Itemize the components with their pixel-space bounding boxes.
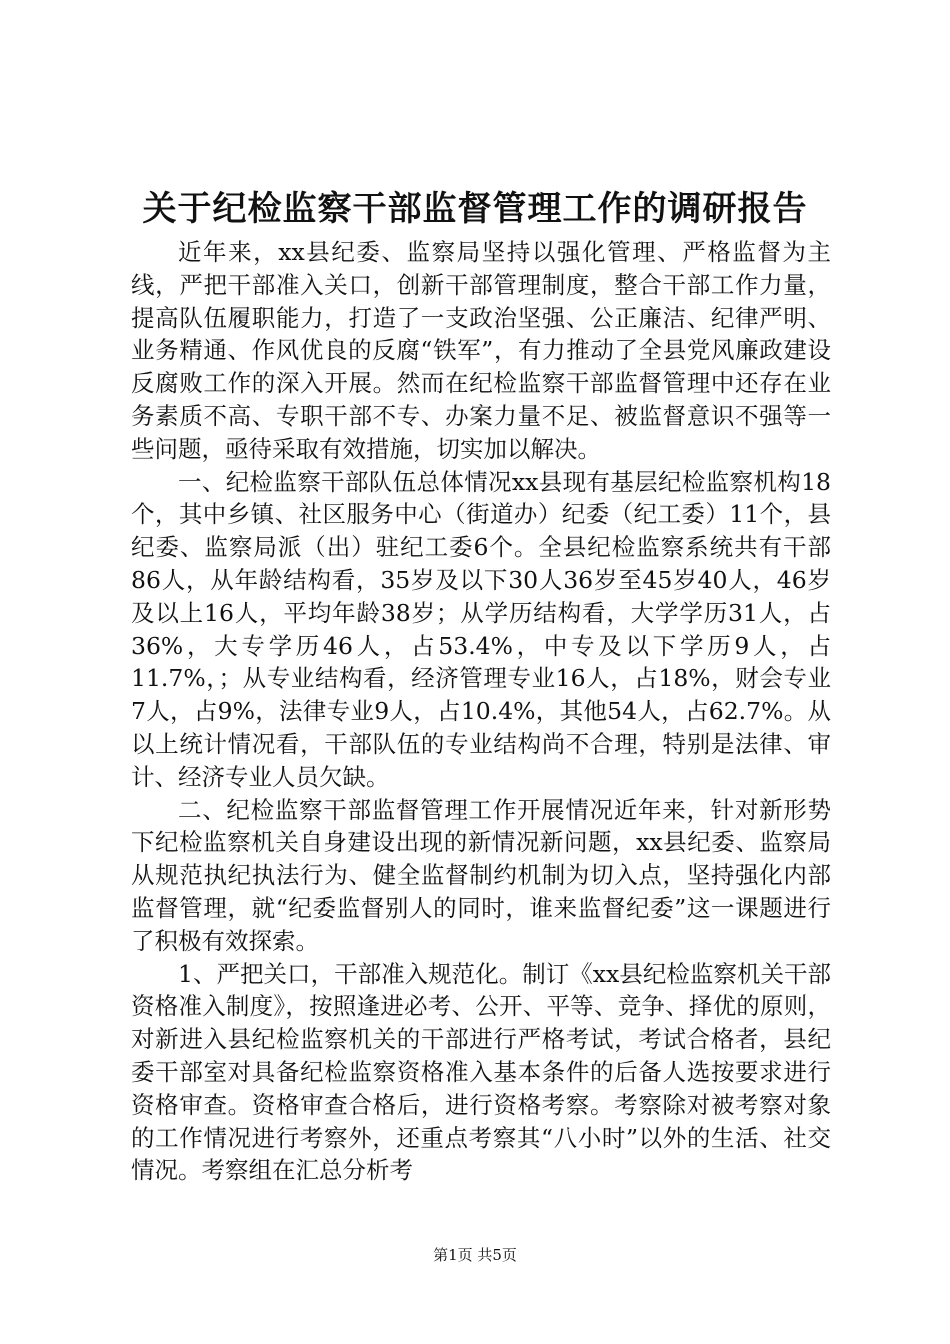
document-title: 关于纪检监察干部监督管理工作的调研报告 [142, 189, 808, 229]
page-number-footer: 第1页 共5页 [433, 1246, 517, 1264]
paragraph-intro: 近年来，xx县纪委、监察局坚持以强化管理、严格监督为主线，严把干部准入关口，创新干部管理制度，整合干部工作力量，提高队伍履职能力，打造了一支政治坚强、公正廉洁、纪律严明、业务精通、作风优良的反腐“铁军”，有力推动了全县党风廉政建设反腐败工作的深入开展。然而在纪检监察干部监督管理中还存在业务素质不高、专职干部不专、办案力量不足、被监督意识不强等一些问题，亟待采取有效措施，切实加以解决。 [131, 238, 831, 463]
document-body [131, 236, 831, 1187]
paragraph-section-1: 一、纪检监察干部队伍总体情况xx县现有基层纪检监察机构18个，其中乡镇、社区服务中心（街道办）纪委（纪工委）11个，县纪委、监察局派（出）驻纪工委6个。全县纪检监察系统共有干部86人，从年龄结构看，35岁及以下30人36岁至45岁40人，46岁及以上16人，平均年龄38岁；从学历结构看，大学学历31人，占36%，大专学历46人，占53.4%，中专及以下学历9人，占11.7%，；从专业结构看，经济管理专业16人，占18%，财会专业7人，占9%，法律专业9人，占10.4%，其他54人，占62.7%。从以上统计情况看，干部队伍的专业结构尚不合理，特别是法律、审计、经济专业人员欠缺。 [131, 467, 831, 791]
paragraph-section-2: 二、纪检监察干部监督管理工作开展情况近年来，针对新形势下纪检监察机关自身建设出现的新情况新问题，xx县纪委、监察局从规范执纪执法行为、健全监督制约机制为切入点，坚持强化内部监督管理，就“纪委监督别人的同时，谁来监督纪委”这一课题进行了积极有效探索。 [131, 795, 831, 955]
paragraph-item-1: 1、严把关口，干部准入规范化。制订《xx县纪检监察机关干部资格准入制度》，按照逢进必考、公开、平等、竞争、择优的原则，对新进入县纪检监察机关的干部进行严格考试，考试合格者，县纪委干部室对具备纪检监察资格准入基本条件的后备人选按要求进行资格审查。资格审查合格后，进行资格考察。考察除对被考察对象的工作情况进行考察外，还重点考察其“八小时”以外的生活、社交情况。考察组在汇总分析考 [131, 959, 831, 1185]
